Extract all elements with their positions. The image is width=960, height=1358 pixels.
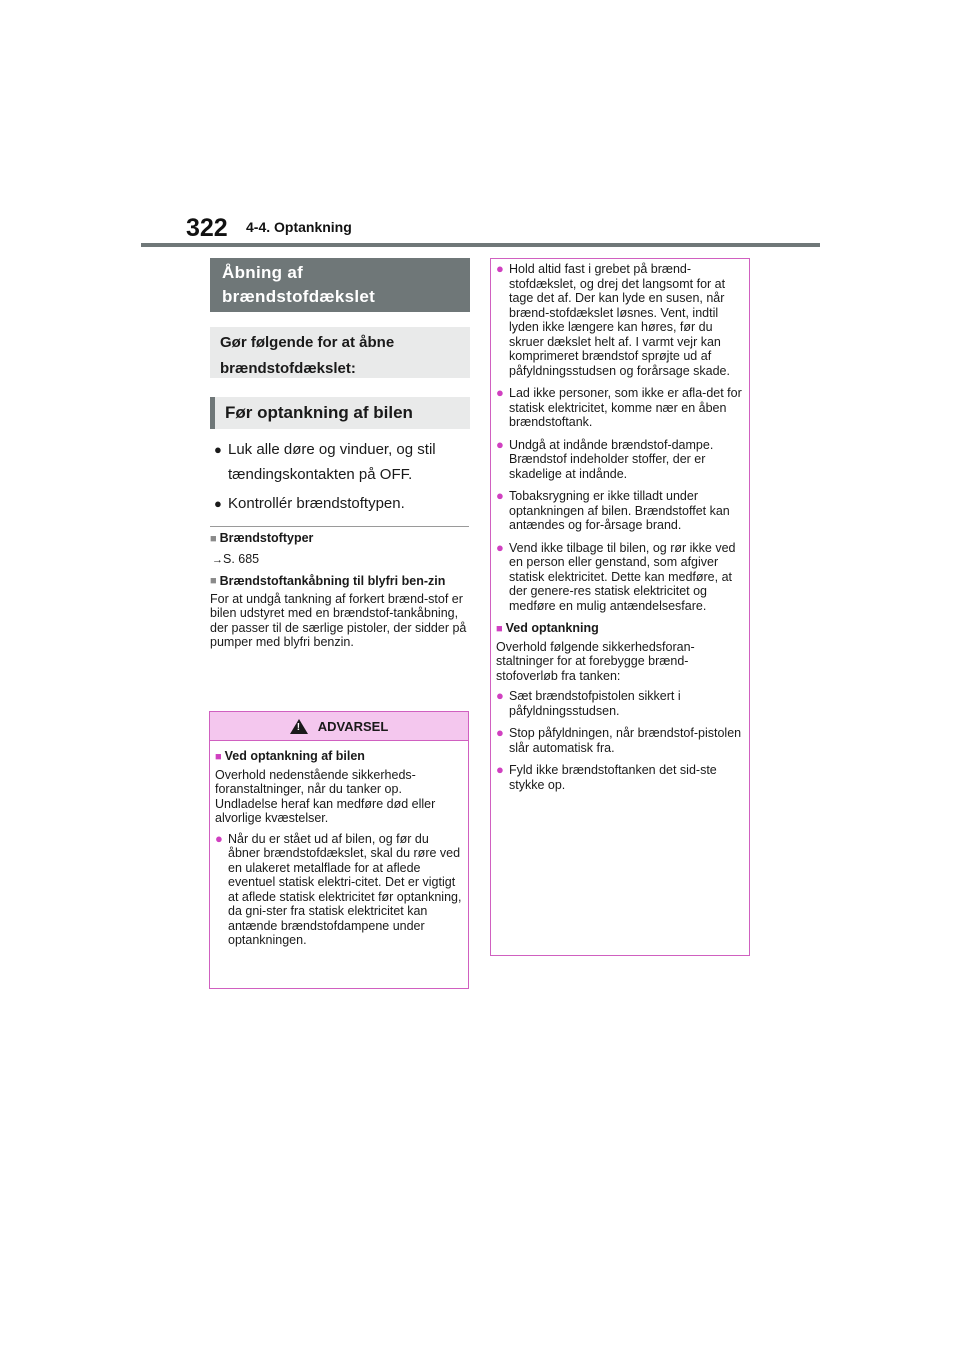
fuel-types-reference[interactable]: →S. 685 (212, 551, 260, 566)
section-title-text: Åbning af brændstofdækslet (222, 263, 376, 306)
list-item-text: Fyld ikke brændstoftanken det sid-ste stykke op. (509, 763, 717, 792)
bullet-icon: ● (496, 539, 504, 555)
intro-box (210, 327, 470, 378)
list-item-text: Vend ikke tilbage til bilen, og rør ikke ved en person eller genstand, som afgiver statisk elektricitet. Dette kan medføre, at der genere-res statisk elektricitet og medføre en mulig antændelsesfare. (509, 540, 736, 613)
list-item (496, 763, 744, 792)
warning-label: ADVARSEL (317, 718, 389, 734)
square-bullet-icon: ■ (215, 751, 222, 763)
fuel-info (210, 531, 469, 650)
list-item-text: Sæt brændstofpistolen sikkert i påfyldningsstudsen. (509, 689, 681, 718)
warning-box (209, 711, 469, 989)
list-item (496, 262, 744, 378)
list-item-text: Luk alle døre og vinduer, og stil tændingskontakten på OFF. (228, 441, 436, 483)
warning-triangle-icon: ! (290, 719, 308, 734)
list-item (214, 491, 464, 516)
list-item (496, 726, 744, 755)
refuel-heading: ■ Ved optankning (496, 621, 599, 635)
bullet-icon: ● (496, 261, 504, 276)
bullet-icon: ● (496, 436, 504, 452)
bullet-icon: ● (214, 442, 222, 457)
list-item (214, 437, 464, 487)
list-item-text: Hold altid fast i grebet på brænd-stofdækslet, og drej det langsomt for at tage det af. Der kan lyde en susen, når brænd-stofdækslet løsnes. Vent, indtil lyden ikke længere kan høres, før du skruer dækslet helt af. I varmt vejr kan komprimeret brændstof sprøjte ud af påfyldningsstudsen og forårsage skade. (509, 262, 730, 378)
arrow-right-icon: → (212, 553, 223, 566)
list-item (496, 386, 744, 430)
opening-heading: ■ Brændstoftankåbning til blyfri ben-zin (210, 574, 446, 588)
warning-header (210, 712, 468, 741)
opening-text: For at undgå tankning af forkert brænd-stof er bilen udstyret med en brændstof-tankåbning, der passer til de særlige pistoler, der sidder på pumper med blyfri benzin. (210, 591, 467, 649)
list-item-text: Lad ikke personer, som ikke er afla-det for statisk elektricitet, komme nær en åben brændstoftank. (509, 386, 742, 429)
warning-continuation-box (490, 258, 750, 956)
square-bullet-icon: ■ (210, 533, 217, 545)
list-item-text: Når du er stået ud af bilen, og før du åbner brændstofdækslet, skal du røre ved en ulakeret metalflade for at aflede eventuel statisk elektri-citet. Det er vigtigt at aflede statisk elektricitet før optankning, da gni-ster fra statisk elektricitet kan antænde brændstofdampene under optankningen. (228, 831, 462, 947)
list-item (496, 541, 744, 614)
warning-heading: ■ Ved optankning af bilen (215, 749, 365, 763)
bullet-icon: ● (496, 385, 504, 400)
square-bullet-icon: ■ (210, 575, 217, 587)
warning-text: Overhold nedenstående sikkerheds-foranstaltninger, når du tanker op. Undladelse heraf kan medføre død eller alvorlige kvæstelser. (215, 767, 436, 825)
section-title (210, 258, 470, 312)
intro-text: Gør følgende for at åbne brændstofdækslet: (220, 334, 395, 377)
subsection-title (210, 397, 470, 429)
chapter-title: 4-4. Optankning (246, 219, 352, 235)
page-number: 322 (186, 214, 228, 242)
warning-continuation-body (491, 262, 749, 800)
section-divider (210, 526, 469, 527)
list-item-text: Stop påfyldningen, når brændstof-pistolen slår automatisk fra. (509, 726, 742, 755)
list-item-text: Undgå at indånde brændstof-dampe. Brændstof indeholder stoffer, der er skadelige at indånde. (509, 437, 714, 481)
bullet-icon: ● (215, 830, 223, 846)
list-item (496, 489, 744, 533)
prep-bullet-list (214, 437, 464, 520)
fuel-types-heading: ■ Brændstoftyper (210, 531, 314, 545)
bullet-icon: ● (496, 762, 504, 777)
bullet-icon: ● (496, 488, 504, 503)
warning-body (210, 741, 468, 956)
list-item-text: Kontrollér brændstoftypen. (228, 495, 405, 512)
refuel-text: Overhold følgende sikkerhedsforan-staltninger for at forebygge brænd-stofoverløb fra tanken: (496, 639, 695, 683)
square-bullet-icon: ■ (496, 623, 503, 635)
list-item (215, 832, 463, 948)
subsection-title-text: Før optankning af bilen (225, 403, 413, 422)
list-item (496, 689, 744, 718)
list-item-text: Tobaksrygning er ikke tilladt under optankningen af bilen. Brændstoffet kan antændes og for-årsage brand. (509, 489, 730, 532)
bullet-icon: ● (214, 496, 222, 511)
bullet-icon: ● (496, 725, 504, 740)
list-item (496, 438, 744, 482)
bullet-icon: ● (496, 688, 504, 703)
header-divider (141, 243, 820, 247)
